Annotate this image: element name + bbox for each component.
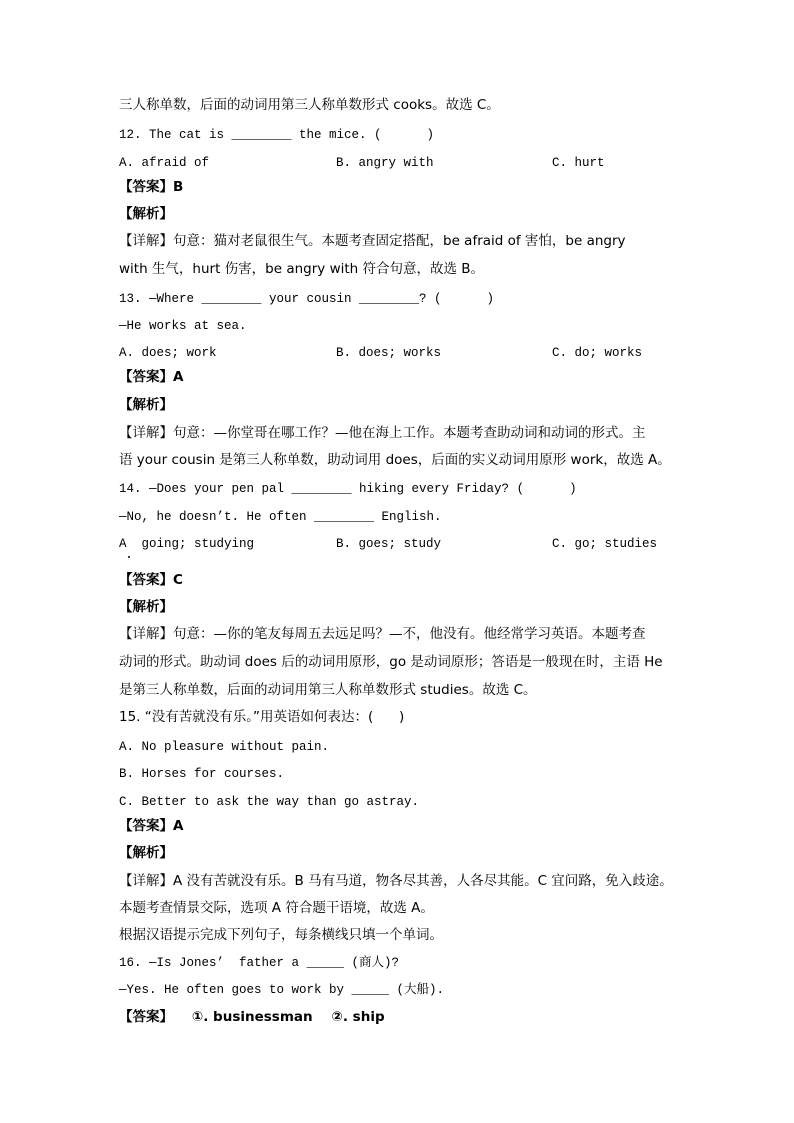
option-14-a: A going; studying	[119, 537, 255, 551]
answer-label: 【答案】C	[119, 572, 183, 588]
option-13-b: B. does; works	[336, 346, 442, 360]
analysis-label: 【解析】	[119, 845, 173, 861]
answer-label: 【答案】A	[119, 369, 184, 385]
option-15-c: C. Better to ask the way than go astray.	[119, 795, 420, 809]
question-14: 14. —Does your pen pal ________ hiking every Friday? ( )	[119, 482, 577, 496]
option-13-a: A. does; work	[119, 346, 217, 360]
question-14-reply: —No, he doesn’t. He often ________ English.	[119, 510, 442, 524]
instruction-line: 根据汉语提示完成下列句子，每条横线只填一个单词。	[119, 927, 443, 943]
analysis-label: 【解析】	[119, 397, 173, 413]
detail-line: 动词的形式。助动词 does 后的动词用原形，go 是动词原形；答语是一般现在时，主语 He	[119, 654, 663, 670]
detail-line: 【详解】句意：—你的笔友每周五去远足吗？—不，他没有。他经常学习英语。本题考查	[119, 626, 646, 642]
question-13-reply: —He works at sea.	[119, 319, 247, 333]
option-12-b: B. angry with	[336, 156, 434, 170]
question-12: 12. The cat is ________ the mice. ( )	[119, 128, 435, 142]
detail-line: 本题考查情景交际，选项 A 符合题干语境，故选 A。	[119, 900, 434, 916]
stray-dot	[128, 556, 130, 558]
option-12-c: C. hurt	[552, 156, 605, 170]
option-14-b: B. goes; study	[336, 537, 442, 551]
option-15-a: A. No pleasure without pain.	[119, 740, 330, 754]
option-14-c: C. go; studies	[552, 537, 658, 551]
answer-label: 【答案】B	[119, 179, 184, 195]
question-16: 16. —Is Jones’ father a _____ (商人)?	[119, 956, 400, 970]
option-13-c: C. do; works	[552, 346, 643, 360]
explanation-line: 三人称单数，后面的动词用第三人称单数形式 cooks。故选 C。	[119, 97, 500, 113]
option-12-a: A. afraid of	[119, 156, 210, 170]
question-13: 13. —Where ________ your cousin ________? ( )	[119, 292, 495, 306]
answer-16: 【答案】 ①. businessman ②. ship	[119, 1009, 385, 1025]
detail-line: 【详解】句意：—你堂哥在哪工作？—他在海上工作。本题考查助动词和动词的形式。主	[119, 425, 646, 441]
analysis-label: 【解析】	[119, 599, 173, 615]
analysis-label: 【解析】	[119, 206, 173, 222]
question-16-reply: —Yes. He often goes to work by _____ (大船).	[119, 983, 445, 997]
answer-label: 【答案】A	[119, 818, 184, 834]
detail-line: 【详解】A 没有苦就没有乐。B 马有马道，物各尽其善，人各尽其能。C 宜问路，免入歧途。	[119, 873, 673, 889]
option-15-b: B. Horses for courses.	[119, 767, 285, 781]
detail-line: 是第三人称单数，后面的动词用第三人称单数形式 studies。故选 C。	[119, 682, 537, 698]
question-15: 15. “没有苦就没有乐。”用英语如何表达：( )	[119, 709, 405, 725]
detail-line: 语 your cousin 是第三人称单数，助动词用 does，后面的实义动词用原形 work，故选 A。	[119, 452, 671, 468]
detail-line: 【详解】句意：猫对老鼠很生气。本题考查固定搭配，be afraid of 害怕，be angry	[119, 233, 626, 249]
detail-line: with 生气，hurt 伤害，be angry with 符合句意，故选 B。	[119, 261, 485, 277]
